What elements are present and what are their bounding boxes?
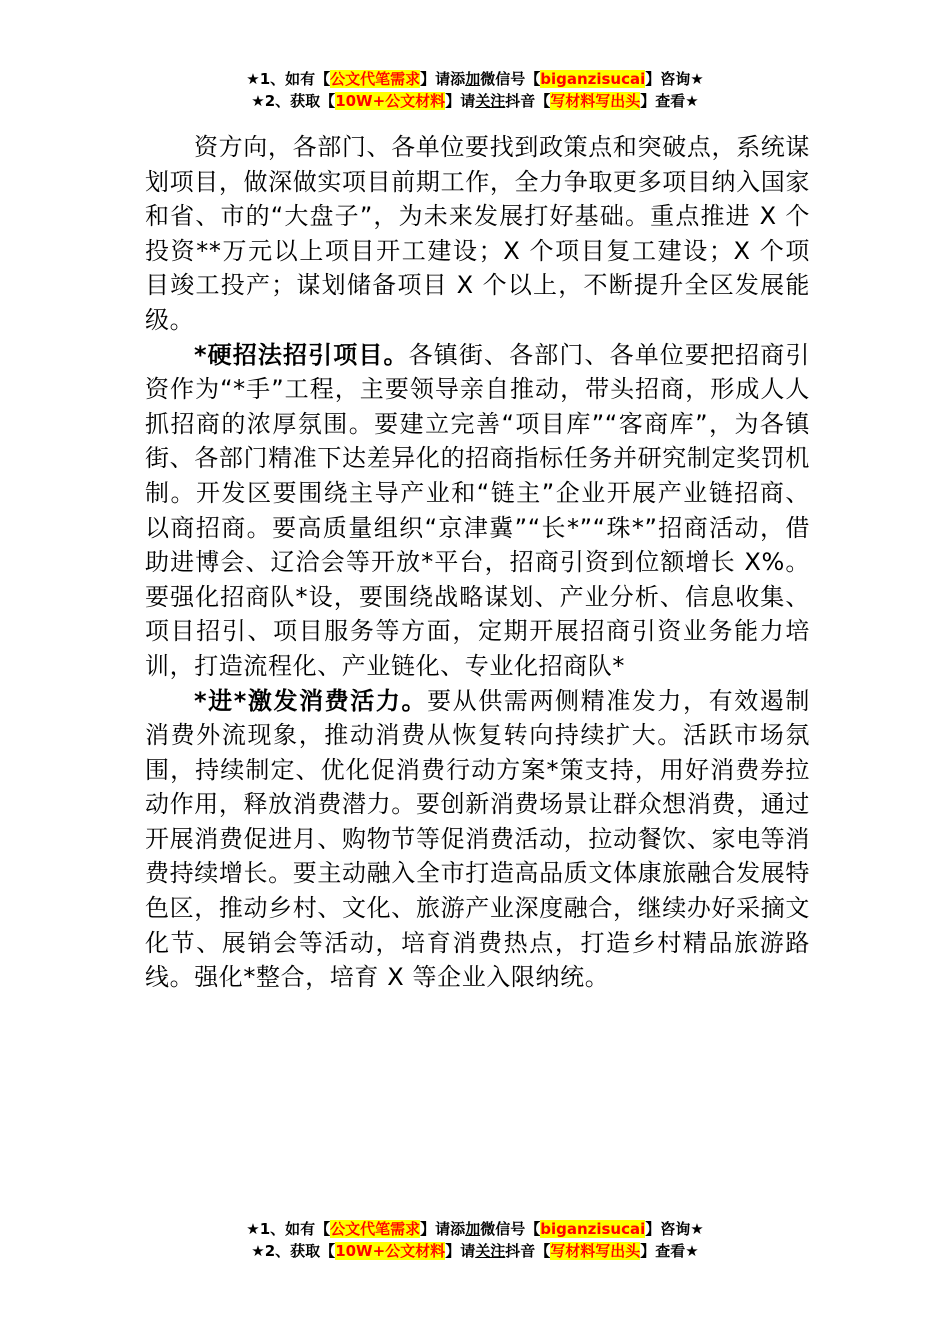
banner-underlined: 加 [465,1220,481,1238]
banner-text: 】查看★ [640,92,699,110]
banner-highlight: 10W+公文材料 [335,1242,446,1260]
header-banner [0,68,950,112]
banner-text: 】请 [445,92,476,110]
banner-line-1 [0,68,950,90]
paragraph-text: 资方向，各部门、各单位要找到政策点和突破点，系统谋划项目，做深做实项目前期工作，全力争取更多项目纳入国家和省、市的“大盘子”，为未来发展打好基础。重点推进 X 个投资**万元以上项目开工建设；X 个项目复工建设；X 个项目竣工投产；谋划储备项目 X 个以上，不断提升全区发展能级。 [145,133,810,334]
paragraph-heading: *硬招法招引项目。 [194,340,409,369]
banner-highlight: biganzisucai [540,70,646,88]
banner-text: ★1、如有【 [246,1220,331,1238]
banner-text: 】咨询★ [645,70,704,88]
banner-highlight: 公文代笔需求 [330,1220,421,1238]
banner-text: 】请添 [420,1220,466,1238]
banner-underlined: 关注 [475,92,506,110]
banner-line-1 [0,1218,950,1240]
banner-line-2 [0,1240,950,1262]
banner-text: ★2、获取【 [251,92,336,110]
banner-line-2 [0,90,950,112]
banner-text: ★1、如有【 [246,70,331,88]
banner-text: 微信号【 [480,70,541,88]
paragraph-3 [145,684,810,995]
paragraph-text: 各镇街、各部门、各单位要把招商引资作为“*手”工程，主要领导亲自推动，带头招商，形成人人抓招商的浓厚氛围。要建立完善“项目库”“客商库”，为各镇街、各部门精准下达差异化的招商指标任务并研究制定奖罚机制。开发区要围绕主导产业和“链主”企业开展产业链招商、以商招商。要高质量组织“京津冀”“长*”“珠*”招商活动，借助进博会、辽洽会等开放*平台，招商引资到位额增长 X%。要强化招商队*设，要围绕战略谋划、产业分析、信息收集、项目招引、项目服务等方面，定期开展招商引资业务能力培训，打造流程化、产业链化、专业化招商队* [145,340,810,680]
banner-text: 抖音【 [505,92,551,110]
paragraph-text: 要从供需两侧精准发力，有效遏制消费外流现象，推动消费从恢复转向持续扩大。活跃市场氛围，持续制定、优化促消费行动方案*策支持，用好消费券拉动作用，释放消费潜力。要创新消费场景让群众想消费，通过开展消费促进月、购物节等促消费活动，拉动餐饮、家电等消费持续增长。要主动融入全市打造高品质文体康旅融合发展特色区，推动乡村、文化、旅游产业深度融合，继续办好采摘文化节、展销会等活动，培育消费热点，打造乡村精品旅游路线。强化*整合，培育 X 等企业入限纳统。 [145,686,810,992]
banner-highlight: 写材料写出头 [550,92,641,110]
banner-text: 抖音【 [505,1242,551,1260]
paragraph-heading: *进*激发消费活力。 [194,686,428,715]
banner-highlight: 公文代笔需求 [330,70,421,88]
banner-highlight: biganzisucai [540,1220,646,1238]
banner-text: 】请添 [420,70,466,88]
footer-banner [0,1218,950,1262]
banner-text: ★2、获取【 [251,1242,336,1260]
banner-text: 】查看★ [640,1242,699,1260]
banner-text: 】咨询★ [645,1220,704,1238]
banner-underlined: 加 [465,70,481,88]
banner-highlight: 10W+公文材料 [335,92,446,110]
banner-underlined: 关注 [475,1242,506,1260]
banner-text: 】请 [445,1242,476,1260]
banner-text: 微信号【 [480,1220,541,1238]
paragraph-2 [145,338,810,684]
document-body [145,130,810,995]
banner-highlight: 写材料写出头 [550,1242,641,1260]
paragraph-1 [145,130,810,338]
